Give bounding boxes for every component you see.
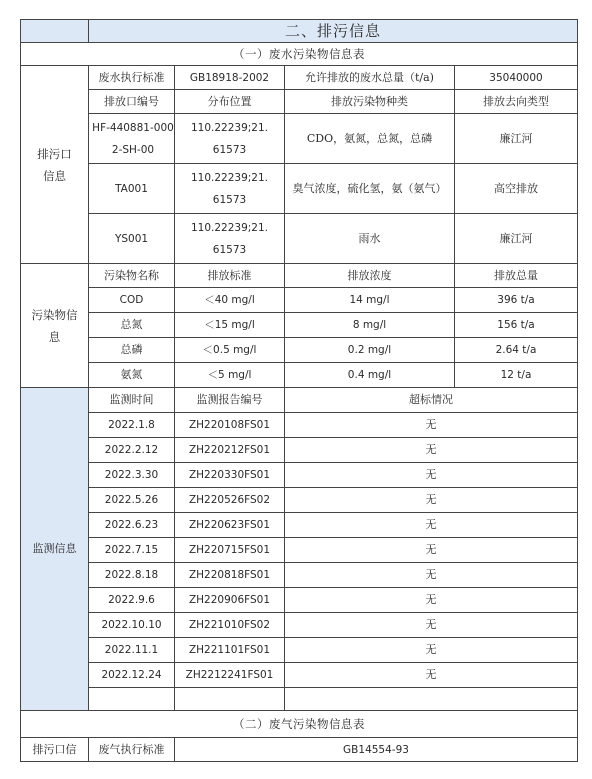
air-standard-value: GB14554-93 [175,738,578,762]
outlet-destination: 廉江河 [455,214,578,264]
outlet-destination: 廉江河 [455,114,578,164]
title-row [21,20,578,43]
monitor-report: ZH220818FS01 [175,563,285,588]
page-title: 二、排污信息 [89,20,578,43]
monitor-date: 2022.11.1 [89,638,175,663]
monitor-date: 2022.9.6 [89,588,175,613]
water-heading-row [21,43,578,66]
monitor-report: ZH220108FS01 [175,413,285,438]
pollutant-standard: ＜15 mg/l [175,313,285,338]
pollutant-total: 2.64 t/a [455,338,578,363]
outlet-header-pollutants: 排放污染物种类 [285,90,455,114]
pollutant-group-label-text: 污染物信息 [31,307,78,344]
monitor-row [21,613,578,638]
monitor-status: 无 [285,413,578,438]
air-section-heading: （二）废气污染物信息表 [21,711,578,738]
monitor-row [21,513,578,538]
outlet-destination: 高空排放 [455,164,578,214]
pollutant-name: 总氮 [89,313,175,338]
outlet-row [21,214,578,264]
monitor-header-status: 超标情况 [285,388,578,413]
monitor-group-label: 监测信息 [21,388,89,711]
monitor-status: 无 [285,588,578,613]
outlet-pollutants: 臭气浓度，硫化氢，氨（氨气） [285,164,455,214]
monitor-row [21,538,578,563]
water-standard-label: 废水执行标准 [89,66,175,90]
monitor-report: ZH221101FS01 [175,638,285,663]
monitor-date: 2022.3.30 [89,463,175,488]
monitor-date: 2022.10.10 [89,613,175,638]
air-standard-row [21,738,578,762]
monitor-report: ZH220623FS01 [175,513,285,538]
empty-cell [89,688,175,711]
outlet-id: TA001 [89,164,175,214]
emission-table [20,19,578,762]
outlet-location [175,114,285,164]
outlet-header-id: 排放口编号 [89,90,175,114]
monitor-date: 2022.12.24 [89,663,175,688]
outlet-id: YS001 [89,214,175,264]
pollutant-header-row [21,264,578,288]
monitor-header-report: 监测报告编号 [175,388,285,413]
monitor-status: 无 [285,513,578,538]
monitor-date: 2022.8.18 [89,563,175,588]
outlet-location-text: 110.22239;21.61573 [190,221,269,256]
outlet-header-row [21,90,578,114]
outlet-pollutants: 雨水 [285,214,455,264]
outlet-group-label [21,66,89,264]
outlet-row [21,114,578,164]
outlet-location-text: 110.22239;21.61573 [190,171,269,206]
pollutant-total: 156 t/a [455,313,578,338]
water-section-heading: （一）废水污染物信息表 [21,43,578,66]
monitor-row [21,438,578,463]
water-standard-row [21,66,578,90]
monitor-row [21,463,578,488]
monitor-row [21,488,578,513]
monitor-row [21,638,578,663]
pollutant-total: 12 t/a [455,363,578,388]
monitor-status: 无 [285,663,578,688]
monitor-report: ZH220715FS01 [175,538,285,563]
air-standard-label: 废气执行标准 [89,738,175,762]
monitor-status: 无 [285,613,578,638]
air-heading-row [21,711,578,738]
monitor-status: 无 [285,538,578,563]
pollutant-group-label [21,264,89,388]
water-total-value: 35040000 [455,66,578,90]
outlet-row [21,164,578,214]
pollutant-header-name: 污染物名称 [89,264,175,288]
pollutant-header-total: 排放总量 [455,264,578,288]
empty-cell [175,688,285,711]
monitor-status: 无 [285,488,578,513]
monitor-report: ZH220526FS02 [175,488,285,513]
monitor-header-row [21,388,578,413]
pollutant-standard: ＜0.5 mg/l [175,338,285,363]
emission-info-sheet [20,19,577,762]
pollutant-row [21,288,578,313]
monitor-status: 无 [285,563,578,588]
pollutant-row [21,363,578,388]
water-total-label: 允许排放的废水总量（t/a) [285,66,455,90]
pollutant-concentration: 0.4 mg/l [285,363,455,388]
monitor-date: 2022.2.12 [89,438,175,463]
outlet-pollutants: CDO，氨氮，总氮，总磷 [285,114,455,164]
monitor-date: 2022.6.23 [89,513,175,538]
monitor-report: ZH2212241FS01 [175,663,285,688]
monitor-row [21,563,578,588]
monitor-empty-row [21,688,578,711]
pollutant-concentration: 14 mg/l [285,288,455,313]
monitor-date: 2022.5.26 [89,488,175,513]
monitor-row [21,588,578,613]
monitor-report: ZH221010FS02 [175,613,285,638]
monitor-date: 2022.1.8 [89,413,175,438]
pollutant-name: 总磷 [89,338,175,363]
outlet-location [175,214,285,264]
pollutant-row [21,313,578,338]
outlet-location [175,164,285,214]
monitor-status: 无 [285,463,578,488]
pollutant-row [21,338,578,363]
outlet-header-destination: 排放去向类型 [455,90,578,114]
pollutant-concentration: 0.2 mg/l [285,338,455,363]
pollutant-concentration: 8 mg/l [285,313,455,338]
title-left-cell [21,20,89,43]
pollutant-name: COD [89,288,175,313]
monitor-date: 2022.7.15 [89,538,175,563]
outlet-id-text: HF-440881-0002-SH-00 [92,121,174,156]
outlet-group-label-text: 排污口信息 [37,146,72,183]
pollutant-header-standard: 排放标准 [175,264,285,288]
pollutant-header-concentration: 排放浓度 [285,264,455,288]
pollutant-standard: ＜5 mg/l [175,363,285,388]
monitor-report: ZH220212FS01 [175,438,285,463]
pollutant-name: 氨氮 [89,363,175,388]
monitor-report: ZH220330FS01 [175,463,285,488]
empty-cell [285,688,578,711]
air-group-label: 排污口信 [21,738,89,762]
monitor-row [21,663,578,688]
water-standard-value: GB18918-2002 [175,66,285,90]
pollutant-total: 396 t/a [455,288,578,313]
monitor-report: ZH220906FS01 [175,588,285,613]
monitor-row [21,413,578,438]
outlet-location-text: 110.22239;21.61573 [190,121,269,156]
outlet-header-location: 分布位置 [175,90,285,114]
monitor-status: 无 [285,438,578,463]
monitor-status: 无 [285,638,578,663]
monitor-header-date: 监测时间 [89,388,175,413]
pollutant-standard: ＜40 mg/l [175,288,285,313]
outlet-id [89,114,175,164]
